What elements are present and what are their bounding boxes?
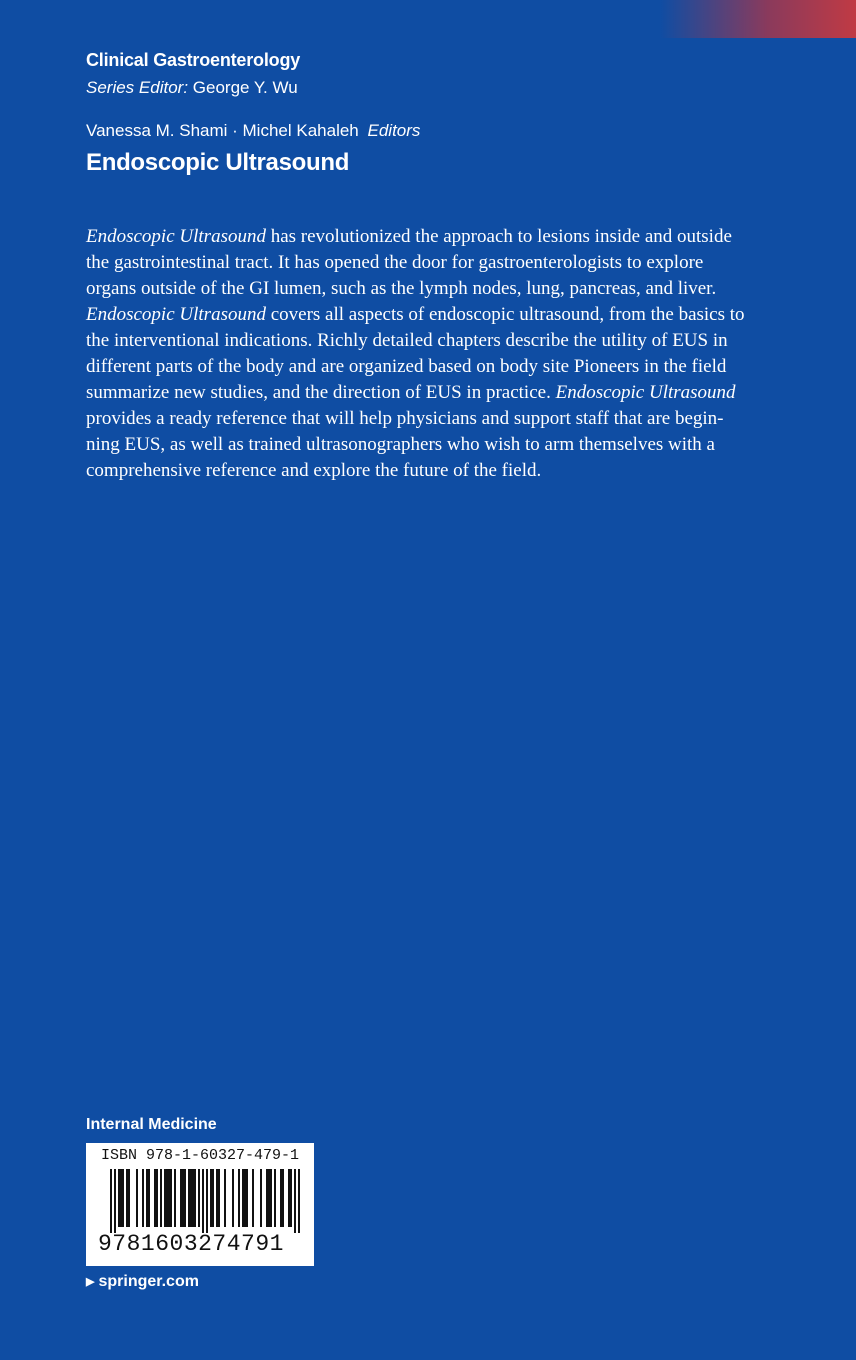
barcode-bar	[118, 1169, 120, 1227]
barcode-bar	[242, 1169, 244, 1227]
barcode-bar	[156, 1169, 158, 1227]
barcode-bar	[174, 1169, 176, 1227]
barcode-bar	[268, 1169, 270, 1227]
barcode-bar	[290, 1169, 292, 1227]
barcode-bar	[114, 1169, 116, 1233]
barcode-bar	[148, 1169, 150, 1227]
barcode-bar	[192, 1169, 194, 1227]
barcode-bar	[224, 1169, 226, 1227]
barcode-bar	[188, 1169, 190, 1227]
publisher-url: springer.com	[98, 1273, 199, 1290]
barcode-bar	[170, 1169, 172, 1227]
barcode-bar	[298, 1169, 300, 1233]
book-editors	[86, 121, 420, 141]
description-line	[86, 380, 776, 406]
barcode-bar	[154, 1169, 156, 1227]
barcode-bar	[146, 1169, 148, 1227]
ean-digits: 9781603274791	[98, 1231, 284, 1257]
barcode-bar	[212, 1169, 214, 1227]
isbn-text: ISBN 978-1-60327-479-1	[100, 1147, 300, 1164]
description-line	[86, 354, 776, 380]
description-line	[86, 302, 776, 328]
book-description	[86, 224, 776, 484]
description-text: the gastrointestinal tract. It has opened the door for gastroenterologists to explore	[86, 252, 704, 273]
barcode-bars	[110, 1169, 300, 1233]
description-text: provides a ready reference that will help physicians and support staff that are begin-	[86, 408, 724, 429]
barcode-bar	[120, 1169, 122, 1227]
barcode-bar	[210, 1169, 212, 1227]
barcode-bar	[232, 1169, 234, 1227]
description-text: ning EUS, as well as trained ultrasonographers who wish to arm themselves with a	[86, 434, 715, 455]
barcode-bar	[246, 1169, 248, 1227]
editor-names: Vanessa M. Shami · Michel Kahaleh	[86, 121, 359, 140]
description-title-italic: Endoscopic Ultrasound	[86, 226, 266, 247]
book-title: Endoscopic Ultrasound	[86, 149, 350, 176]
barcode-box	[86, 1143, 314, 1266]
description-line	[86, 224, 776, 250]
description-title-italic: Endoscopic Ultrasound	[555, 382, 736, 403]
series-editor-label: Series Editor:	[86, 78, 189, 97]
barcode-bar	[160, 1169, 162, 1227]
barcode-bar	[274, 1169, 276, 1227]
description-text: has revolutionized the approach to lesions inside and outside	[265, 226, 732, 247]
barcode-bar	[136, 1169, 138, 1227]
description-text: organs outside of the GI lumen, such as the lymph nodes, lung, pancreas, and liver.	[86, 278, 717, 299]
series-title: Clinical Gastroenterology	[86, 50, 301, 70]
triangle-right-icon: ▶	[86, 1276, 95, 1288]
barcode-bar	[216, 1169, 218, 1227]
barcode-bar	[164, 1169, 166, 1227]
barcode-bar	[190, 1169, 192, 1227]
barcode-bar	[122, 1169, 124, 1227]
description-line	[86, 458, 776, 484]
barcode-bar	[166, 1169, 168, 1227]
description-text: covers all aspects of endoscopic ultrasound, from the basics to	[265, 304, 745, 325]
barcode-bar	[110, 1169, 112, 1233]
editors-role: Editors	[367, 121, 421, 140]
description-line	[86, 328, 776, 354]
barcode-bar	[252, 1169, 254, 1227]
description-title-italic: Endoscopic Ultrasound	[86, 304, 266, 325]
description-text: comprehensive reference and explore the future of the field.	[86, 460, 542, 481]
corner-accent-strip	[660, 0, 856, 38]
barcode-bar	[128, 1169, 130, 1227]
barcode-bar	[206, 1169, 208, 1233]
barcode-bar	[260, 1169, 262, 1227]
barcode-bar	[282, 1169, 284, 1227]
description-text: summarize new studies, and the direction of EUS in practice.	[86, 382, 556, 403]
series-editor	[86, 78, 298, 98]
barcode-bar	[180, 1169, 182, 1227]
barcode-bar	[198, 1169, 200, 1227]
barcode-bar	[142, 1169, 144, 1227]
description-text: the interventional indications. Richly detailed chapters describe the utility of EUS in	[86, 330, 728, 351]
barcode-bar	[126, 1169, 128, 1227]
barcode-bar	[218, 1169, 220, 1227]
barcode-bar	[168, 1169, 170, 1227]
barcode-bar	[266, 1169, 268, 1227]
publisher-link[interactable]	[86, 1273, 199, 1291]
barcode-bar	[280, 1169, 282, 1227]
description-line	[86, 432, 776, 458]
description-line	[86, 406, 776, 432]
barcode-bar	[202, 1169, 204, 1233]
barcode-bar	[194, 1169, 196, 1227]
description-line	[86, 250, 776, 276]
description-text: different parts of the body and are organized based on body site Pioneers in the field	[86, 356, 727, 377]
barcode-bar	[294, 1169, 296, 1233]
subject-category: Internal Medicine	[86, 1116, 217, 1133]
barcode-bar	[182, 1169, 184, 1227]
barcode-bar	[238, 1169, 240, 1227]
barcode-bar	[244, 1169, 246, 1227]
barcode-bar	[184, 1169, 186, 1227]
barcode-bar	[270, 1169, 272, 1227]
barcode-bar	[288, 1169, 290, 1227]
series-editor-name: George Y. Wu	[192, 78, 298, 97]
description-line	[86, 276, 776, 302]
